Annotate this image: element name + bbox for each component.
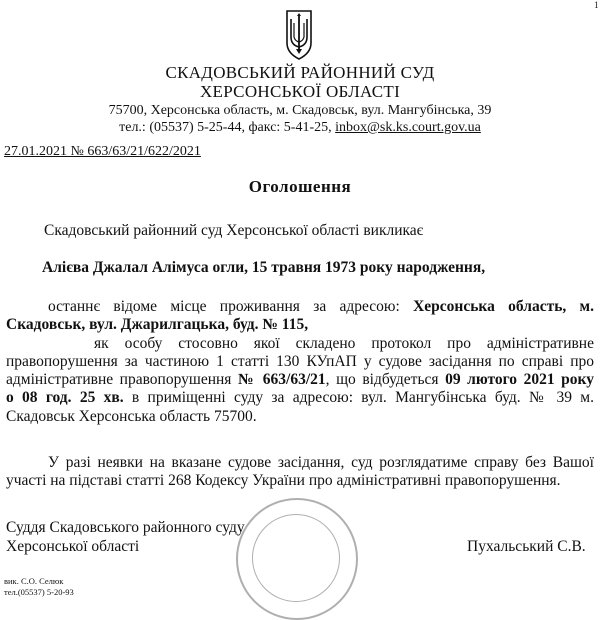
case-line: адміністративне правопорушення № 663/63/21, що відбудеться 09 лютого 2021 року — [6, 371, 594, 389]
offense-line: правопорушення за частиною 1 статті 130 КУпАП у судове засідання по справі про — [6, 352, 594, 370]
hearing-details — [6, 298, 594, 426]
summons-intro: Скадовський районний суд Херсонської області викликає — [44, 222, 424, 239]
court-name-line1: СКАДОВСЬКИЙ РАЙОННИЙ СУД — [165, 63, 435, 82]
page-title: Оголошення — [248, 177, 352, 196]
absence-warning — [6, 454, 594, 491]
time-line: о 08 год. 25 хв. в приміщенні суду за адресою: вул. Мангубінська буд. № 39 м. — [6, 389, 594, 407]
email-link[interactable]: inbox@sk.ks.court.gov.ua — [335, 120, 481, 135]
page-number: 1 — [594, 0, 599, 10]
address-line-2: Скадовськ, вул. Джарилгацька, буд. № 115, — [6, 316, 309, 334]
court-address — [0, 103, 600, 119]
judge-title — [6, 519, 245, 556]
address-line-1: останнє відоме місце проживання за адресою: Херсонська область, м. — [48, 298, 594, 315]
address-line: 75700, Херсонська область, м. Скадовськ, вул. Мангубінська, 39 — [108, 103, 492, 118]
court-seal-stamp — [236, 498, 358, 620]
document-reference: 27.01.2021 № 663/63/21/622/2021 — [4, 144, 201, 159]
city-line: Скадовськ Херсонська область 75700. — [6, 407, 257, 425]
judge-title-line1: Суддя Скадовського районного суду — [6, 519, 245, 536]
protocol-line: як особу стосовно якої складено протокол про адміністративне — [94, 334, 594, 352]
judge-name: Пухальський С.В. — [467, 538, 586, 555]
executor-phone: тел.(05537) 5-20-93 — [4, 587, 74, 597]
warning-line-2: участі на підставі статті 268 Кодексу України про адміністративні правопорушення. — [6, 472, 561, 490]
judge-title-line2: Херсонської області — [6, 537, 140, 555]
warning-line-1: У разі неявки на вказане судове засідання, суд розглядатиме справу без Вашої — [48, 454, 594, 471]
phone-fax: тел.: (05537) 5-25-44, факс: 5-41-25, — [119, 120, 336, 135]
court-contacts — [0, 120, 600, 136]
summoned-person: Алієва Джалал Алімуса огли, 15 травня 1973 року народження, — [42, 259, 486, 276]
court-name — [0, 63, 600, 101]
executor-note: вик. С.О. Селюк — [4, 576, 64, 586]
trident-coat-of-arms-icon — [285, 9, 313, 61]
court-name-line2: ХЕРСОНСЬКОЇ ОБЛАСТІ — [199, 82, 401, 101]
